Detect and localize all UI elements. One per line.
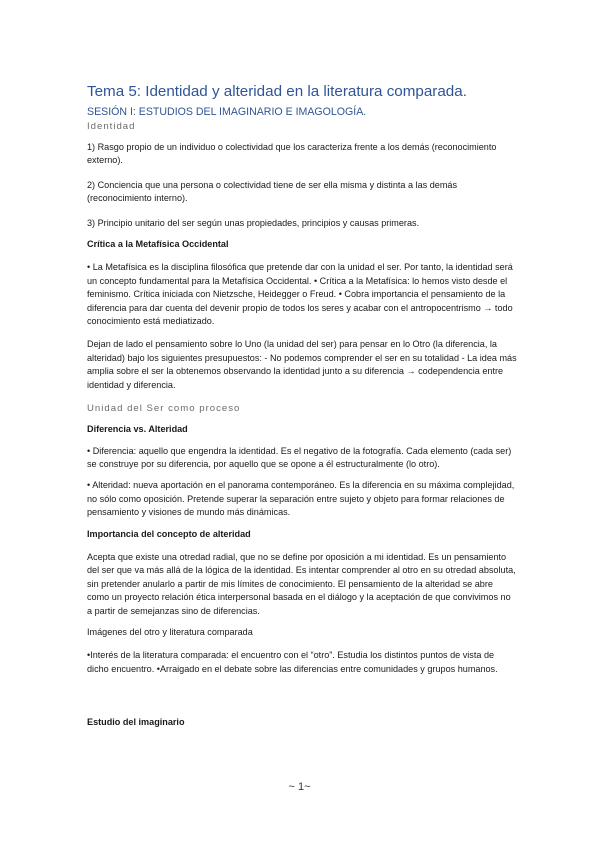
paragraph-imagenes: •Interés de la literatura comparada: el encuentro con el “otro”. Estudia los distintos puntos de vista de dicho encuentro. •Arraigado en el debate sobre las diferencias entre comunidades y grupos humanos.	[87, 650, 498, 674]
document-body	[87, 82, 517, 730]
session-heading: SESIÓN I: ESTUDIOS DEL IMAGINARIO E IMAGOLOGÍA.	[87, 106, 367, 118]
paragraph-dejan: Dejan de lado el pensamiento sobre lo Uno (la unidad del ser) para pensar en lo Otro (la diferencia, la alteridad) bajo los siguientes presupuestos: - No podemos comprender el ser en su totalidad - La idea más amplia sobre el ser la obtenemos observando la identidad junto a su diferencia → codependencia entre identidad y diferencia.	[87, 339, 517, 390]
paragraph-definition-3: 3) Principio unitario del ser según unas propiedades, principios y causas primeras.	[87, 217, 420, 228]
paragraph-alteridad: • Alteridad: nueva aportación en el panorama contemporáneo. Es la diferencia en su máxima complejidad, no sólo como oposición. Pretende superar la separación entre sujeto y objeto para formar relaciones de pensamiento y visiones de mundo más dinámicas.	[87, 480, 515, 518]
subheading-unidad: Unidad del Ser como proceso	[87, 403, 241, 415]
page-number: ~ 1~	[288, 781, 311, 793]
paragraph-definition-2: 2) Conciencia que una persona o colectividad tiene de ser ella misma y distinta a las demás (reconocimiento interno).	[87, 179, 458, 204]
paragraph-critica: • La Metafísica es la disciplina filosófica que pretende dar con la unidad el ser. Por tanto, la identidad será un concepto fundamental para la Metafísica Occidental. • Crítica a la Metafísica: lo hemos visto desde el feminismo. Crítica iniciada con Nietzsche, Heidegger o Freud. • Cobra importancia el pensamiento de la diferencia para dar cuenta del devenir propio de todos los seres y acabar con el antropocentrismo → todo conocimiento está mediatizado.	[87, 262, 513, 327]
paragraph-diferencia: • Diferencia: aquello que engendra la identidad. Es el negativo de la fotografía. Cada elemento (cada ser) se construye por su diferencia, por aquello que se opone a él estructuralmente (lo otro).	[87, 445, 512, 469]
paragraph-importancia: Acepta que existe una otredad radial, que no se define por oposición a mi identidad. Es un pensamiento del ser que va más allá de la lógica de la identidad. Es intentar comprender al otro en su otredad absoluta, sin pretender anularlo a partir de mis límites de conocimiento. El pensamiento de la alteridad se abre como un proyecto relación ética interpersonal basada en el diálogo y la aceptación de que convivimos no a partir de semejanzas sino de diferencias.	[87, 551, 516, 616]
heading-imagenes: Imágenes del otro y literatura comparada	[87, 626, 253, 637]
subheading-identidad: Identidad	[87, 121, 136, 132]
paragraph-definition-1: 1) Rasgo propio de un individuo o colectividad que los caracteriza frente a los demás (reconocimiento externo).	[87, 142, 497, 166]
page-title: Tema 5: Identidad y alteridad en la literatura comparada.	[87, 83, 467, 100]
heading-estudio: Estudio del imaginario	[87, 717, 185, 728]
heading-importancia: Importancia del concepto de alteridad	[87, 528, 251, 539]
heading-critica: Crítica a la Metafísica Occidental	[87, 239, 229, 250]
heading-diferencia: Diferencia vs. Alteridad	[87, 424, 188, 435]
